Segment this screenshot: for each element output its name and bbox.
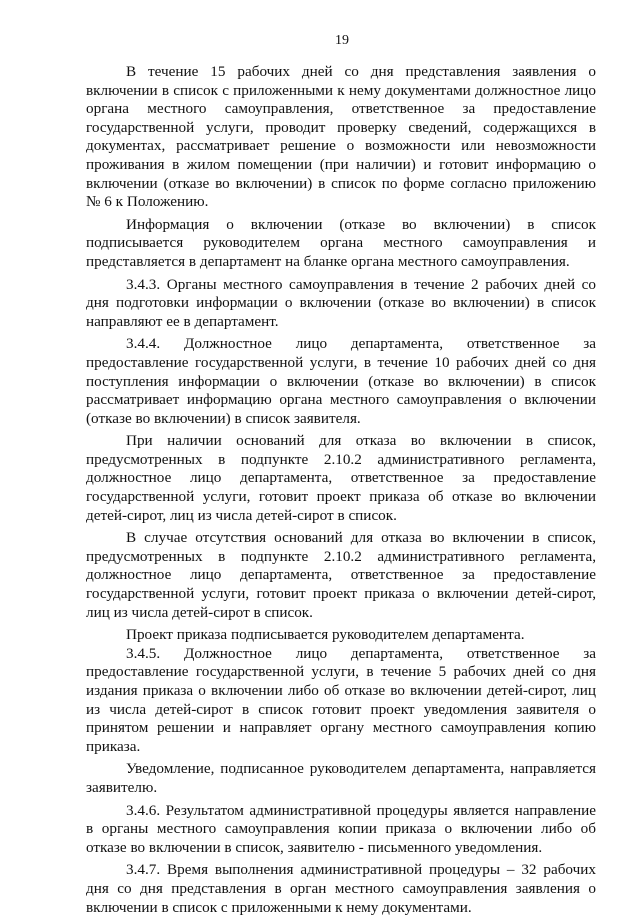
text-line: включении в список с приложенными к нему документами.: [86, 898, 472, 916]
paragraph: [86, 861, 596, 917]
text-line: заявителю.: [86, 778, 158, 796]
text-line: издания приказа о включении либо об отказе во включении детей-сирот, лиц: [86, 682, 596, 699]
text-line: 3.4.5. Должностное лицо департамента, ответственное за: [126, 644, 596, 662]
text-line: подписывается руководителем органа местного самоуправления и: [86, 234, 596, 252]
text-line: рассматривает информацию органа местного самоуправления о включении: [86, 391, 596, 409]
paragraph: [86, 529, 596, 622]
text-line: включении (отказе во включении) в список по форме согласно приложению: [86, 174, 596, 192]
text-line: дня подготовки информации о включении (отказе во включении) в список: [86, 294, 596, 312]
text-line: принятом решении и направляет органу местного самоуправления копию: [86, 719, 596, 737]
text-line: отказе во включении в список, заявителю - письменного уведомления.: [86, 838, 543, 856]
text-line: 3.4.6. Результатом административной процедуры является направление: [126, 801, 596, 819]
paragraph: [86, 645, 596, 757]
text-line: из числа детей-сирот в список готовит проект уведомления заявителя о: [86, 700, 596, 718]
text-line: лиц из числа детей-сирот в список.: [86, 603, 313, 621]
text-line: При наличии оснований для отказа во включении в список,: [126, 432, 596, 450]
text-line: 3.4.3. Органы местного самоуправления в течение 2 рабочих дней со: [126, 275, 596, 293]
paragraph: [86, 432, 596, 525]
text-line: государственной услуги, проводит проверку сведений, содержащихся в: [86, 118, 596, 136]
paragraph: [86, 802, 596, 858]
text-line: представляется в департамент на бланке органа местного самоуправления.: [86, 252, 570, 270]
paragraph: [86, 335, 596, 428]
text-line: (отказе во включении) в список заявителя.: [86, 409, 361, 427]
text-line: Уведомление, подписанное руководителем департамента, направляется: [126, 760, 596, 778]
text-line: государственной услуги, готовит проект приказа об отказе во включении: [86, 488, 596, 506]
text-line: направляют ее в департамент.: [86, 312, 279, 330]
paragraph: [86, 63, 596, 212]
text-line: включении в список с приложенными к нему документами должностное лицо: [86, 81, 596, 99]
paragraph: [86, 216, 596, 272]
text-line: государственной услуги, готовит проект приказа о включении детей-сирот,: [86, 585, 596, 603]
text-line: В течение 15 рабочих дней со дня представления заявления о: [126, 63, 596, 80]
text-line: 3.4.7. Время выполнения административной процедуры – 32 рабочих: [126, 861, 596, 879]
text-line: должностное лицо департамента, ответственное за предоставление: [86, 566, 596, 584]
text-line: Проект приказа подписывается руководителем департамента.: [126, 626, 525, 644]
page-number: 19: [335, 33, 349, 48]
paragraph: [86, 276, 596, 332]
text-line: 3.4.4. Должностное лицо департамента, ответственное за: [126, 335, 596, 353]
text-line: документах, рассматривает решение о возможности или невозможности: [86, 137, 596, 155]
text-line: предусмотренных в подпункте 2.10.2 административного регламента,: [86, 450, 596, 468]
paragraph: [86, 626, 596, 645]
text-line: № 6 к Положению.: [86, 193, 209, 211]
text-line: органа местного самоуправления, ответственное за предоставление: [86, 100, 596, 118]
text-line: дня со дня представления в орган местного самоуправления заявления о: [86, 879, 596, 897]
text-line: поступления информации о включении (отказе во включении) в список: [86, 372, 596, 390]
text-line: предоставление государственной услуги, в течение 10 рабочих дней со дня: [86, 353, 596, 371]
text-line: предоставление государственной услуги, в течение 5 рабочих дней со дня: [86, 663, 596, 681]
text-line: должностное лицо департамента, ответственное за предоставление: [86, 469, 596, 487]
text-line: предусмотренных в подпункте 2.10.2 административного регламента,: [86, 547, 596, 565]
paragraph: [86, 760, 596, 797]
document-body: [86, 63, 596, 917]
text-line: детей-сирот, лиц из числа детей-сирот в список.: [86, 506, 397, 524]
text-line: в органы местного самоуправления копии приказа о включении либо об: [86, 820, 596, 838]
text-line: Информация о включении (отказе во включении) в список: [126, 215, 596, 233]
text-line: В случае отсутствия оснований для отказа во включении в список,: [126, 529, 596, 547]
text-line: приказа.: [86, 737, 141, 755]
text-line: проживания в жилом помещении (при наличии) и готовит информацию о: [86, 155, 596, 173]
